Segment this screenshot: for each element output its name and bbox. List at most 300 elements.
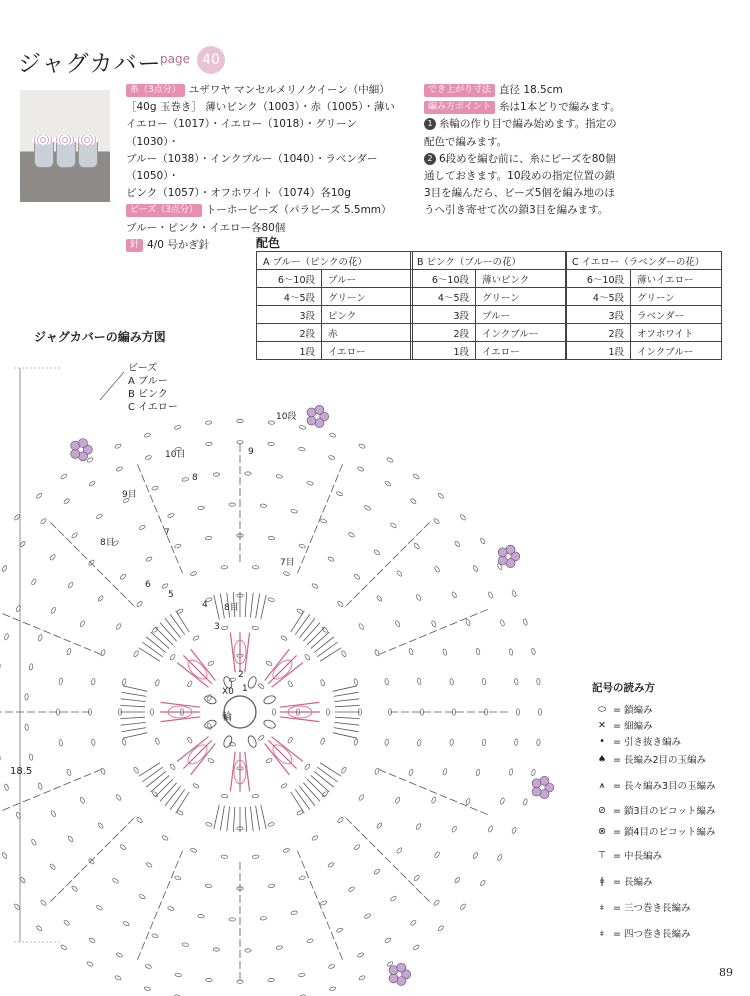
chain-stitch [63, 498, 70, 504]
chain-stitch [237, 980, 243, 983]
chain-stitch [252, 626, 259, 630]
step-line: 糸輪の作り目で編み始めます。指定の [439, 118, 617, 131]
chain-stitch [536, 739, 540, 746]
chain-stitch [386, 457, 393, 463]
round-label: 3 [214, 622, 220, 632]
chain-stitch [280, 783, 287, 789]
chain-stitch [245, 949, 251, 952]
chain-stitch [187, 737, 193, 744]
chain-stitch [40, 899, 47, 906]
chain-stitch [431, 620, 437, 627]
chain-stitch [472, 565, 478, 572]
puff-stitch [263, 694, 277, 705]
chain-stitch [207, 758, 214, 764]
chain-stitch [155, 738, 160, 745]
color-cell: オフホワイト [631, 324, 722, 342]
round-label: 4 [202, 600, 208, 610]
tall-stitch [346, 818, 431, 903]
chain-stitch [49, 863, 56, 870]
chain-stitch [415, 823, 421, 830]
round-label: 1 [242, 684, 248, 694]
flower-petal-stitch [280, 702, 320, 707]
chain-stitch [268, 536, 275, 540]
round-label: 10段 [276, 412, 297, 422]
chain-stitch [357, 952, 364, 958]
round-cell: 4〜5段 [566, 288, 631, 306]
picot-3-icon: ⊘ [598, 804, 606, 816]
chain-stitch [120, 574, 127, 581]
chain-stitch [145, 455, 152, 460]
step-number: 1 [424, 118, 436, 130]
chain-stitch [373, 549, 380, 556]
chain-stitch [167, 906, 174, 911]
shell-stitch [120, 705, 145, 706]
shell-stitch [311, 632, 330, 649]
table-header: A ブルー（ピンクの花） [257, 252, 413, 270]
chain-stitch [465, 619, 470, 626]
shell-stitch [227, 806, 230, 831]
chain-stitch [354, 739, 359, 746]
size-tag: でき上がり寸法 [424, 84, 495, 97]
chain-stitch [96, 905, 103, 911]
chain-stitch [276, 946, 283, 950]
shell-stitch [233, 807, 234, 832]
chain-stitch [415, 594, 421, 601]
bead [315, 405, 324, 414]
chain-stitch [337, 601, 344, 608]
chain-stitch [91, 739, 95, 746]
shell-stitch [139, 648, 160, 661]
legend-item [594, 752, 706, 766]
legend-label: = 細編み [613, 721, 653, 732]
chain-stitch [221, 565, 228, 569]
shell-stitch [142, 642, 162, 657]
chain-stitch [252, 794, 259, 798]
step-number: 2 [424, 153, 436, 165]
chain-stitch [299, 544, 306, 549]
tall-stitch [0, 609, 101, 655]
chain-stitch [207, 694, 213, 701]
chain-stitch [410, 920, 417, 926]
chain-stitch [514, 739, 518, 746]
chain-icon: ⬭ [597, 703, 607, 715]
legend-item [594, 734, 681, 748]
chain-stitch [434, 851, 440, 858]
shell-stitch [334, 728, 359, 732]
chain-stitch [450, 678, 454, 685]
chain-stitch [96, 513, 103, 519]
shell-stitch [299, 618, 315, 638]
yarn-tag: 糸（3点分） [126, 84, 185, 97]
chain-stitch [291, 910, 298, 915]
tall-stitch [379, 609, 490, 655]
chain-stitch [50, 607, 56, 614]
page-ref-label: page [160, 52, 190, 66]
chain-stitch [67, 835, 73, 842]
legend-item [594, 824, 715, 838]
needle-text: 4/0 号かぎ針 [147, 238, 210, 251]
chain-stitch [354, 574, 361, 581]
chain-stitch [136, 817, 143, 824]
tall-stitch [297, 463, 343, 574]
chain-stitch [272, 709, 275, 715]
points-tag: 編み方ポイント [424, 101, 495, 114]
shell-stitch [123, 686, 147, 692]
chain-stitch [268, 822, 275, 827]
shell-stitch [334, 692, 359, 696]
chain-stitch [167, 513, 174, 518]
round-cell: 3段 [566, 306, 631, 324]
chain-stitch [358, 443, 365, 449]
chain-stitch [258, 735, 265, 741]
chain-stitch [205, 421, 212, 425]
beads-line: ブルー・ピンク・イエロー各80個 [126, 221, 286, 234]
chain-stitch [190, 571, 197, 576]
chain-stitch [29, 663, 34, 670]
chain-stitch [291, 509, 298, 514]
chain-stitch [144, 986, 151, 991]
step-line: 通しておきます。10段めの指定位置の鎖 [424, 170, 616, 183]
chain-stitch [476, 648, 481, 655]
chain-stitch [327, 862, 334, 868]
chain-stitch [206, 978, 213, 982]
round-label: 10目 [165, 450, 186, 460]
chain-stitch [299, 875, 306, 880]
shell-stitch [303, 623, 320, 642]
chain-stitch [327, 556, 334, 562]
chain-stitch [221, 626, 228, 630]
chain-stitch [71, 532, 78, 539]
shell-stitch [121, 722, 146, 725]
chain-stitch [63, 920, 70, 926]
shell-stitch [214, 805, 220, 829]
flower-petal-stitch [161, 702, 201, 707]
bead [498, 556, 507, 565]
chain-stitch [480, 537, 486, 544]
round-label: X0 [222, 687, 234, 697]
chain-stitch [337, 817, 344, 824]
step-line: 6段めを編む前に、糸にビーズを80個 [439, 152, 616, 165]
shell-stitch [291, 792, 304, 813]
shell-stitch [250, 806, 253, 831]
chain-stitch [190, 848, 197, 853]
chain-stitch [451, 826, 457, 833]
chain-stitch [221, 855, 228, 859]
chain-stitch [114, 975, 121, 981]
chain-stitch [320, 738, 325, 745]
shell-stitch [307, 779, 325, 797]
chain-stitch [434, 566, 440, 573]
beads-c: C イエロー [128, 402, 178, 413]
chain-stitch [161, 583, 168, 589]
chain-stitch [413, 543, 420, 550]
chain-stitch [213, 473, 220, 477]
chain-stitch [60, 473, 67, 479]
shell-stitch [123, 733, 147, 739]
chain-stitch [509, 769, 514, 776]
shell-stitch [295, 789, 310, 809]
chain-stitch [161, 835, 168, 841]
chain-stitch [437, 925, 444, 932]
chain-stitch [40, 518, 47, 525]
shell-stitch [245, 807, 246, 832]
chain-stitch [198, 506, 205, 510]
chain-stitch [0, 754, 1, 761]
chain-stitch [413, 473, 420, 479]
chain-stitch [311, 583, 318, 589]
legend-label: = 三つ巻き長編み [613, 903, 691, 914]
chain-stitch [100, 649, 106, 656]
chain-stitch [497, 854, 503, 861]
round-cell: 1段 [566, 342, 631, 360]
chain-stitch [115, 623, 121, 630]
puff-stitch [263, 719, 277, 730]
chain-stitch [19, 540, 25, 547]
chain-stitch [408, 648, 413, 655]
shell-stitch [295, 614, 310, 634]
chain-stitch [341, 767, 347, 774]
puff-2-icon: ♠ [597, 753, 607, 765]
legend-label: = 鎖4目のピコット編み [613, 827, 716, 838]
chain-stitch [417, 739, 421, 746]
shell-stitch [317, 767, 337, 782]
shell-stitch [250, 593, 253, 618]
shell-stitch [333, 686, 357, 692]
color-cell: グリーン [631, 288, 722, 306]
chain-stitch [390, 522, 397, 528]
chain-stitch [14, 903, 21, 910]
needle-tag: 針 [126, 239, 143, 252]
chain-stitch [37, 634, 42, 641]
chain-stitch [198, 914, 205, 918]
tall-stitch [137, 851, 183, 962]
tall-stitch [297, 851, 343, 962]
chain-stitch [465, 798, 470, 805]
chain-stitch [155, 679, 160, 686]
diagram-title: ジャグカバーの編み方図 [34, 330, 166, 344]
table-header: C イエロー（ラベンダーの花） [566, 252, 722, 270]
chain-stitch [384, 739, 388, 746]
chain-stitch [29, 754, 34, 761]
shell-stitch [151, 632, 170, 649]
yarn-line: ピンク（1057）・オフホワイト（1074）各10g [126, 187, 351, 200]
legend-label: = 長々編み3目の玉編み [613, 781, 716, 792]
page-number: 89 [719, 966, 733, 979]
chain-stitch [336, 927, 343, 933]
chain-stitch [19, 877, 25, 884]
yarn-line: ［40g 玉巻き］ 薄いピンク（1003）・赤（1005）・薄い [126, 101, 395, 114]
chain-stitch [348, 886, 355, 892]
bead [389, 974, 398, 983]
round-cell: 2段 [566, 324, 631, 342]
round-label: 9 [248, 447, 254, 457]
round-cell: 2段 [411, 324, 476, 342]
chain-stitch [115, 794, 121, 801]
shell-stitch [142, 767, 162, 782]
flower-petal-stitch [230, 633, 235, 673]
chain-stitch [500, 798, 505, 805]
chain-stitch [66, 648, 71, 655]
flower-petal-stitch [245, 633, 250, 673]
color-cell: 薄いピンク [476, 270, 567, 288]
chain-stitch [320, 518, 327, 523]
tall-stitch [49, 521, 134, 606]
chain-stitch [516, 709, 519, 715]
shell-stitch [214, 595, 220, 619]
chain-stitch [396, 570, 403, 577]
round-label: 9目 [122, 490, 137, 500]
round-cell: 3段 [411, 306, 476, 324]
chain-stitch [71, 885, 78, 892]
shell-stitch [165, 618, 181, 638]
chain-stitch [531, 769, 535, 776]
shell-stitch [122, 692, 147, 696]
color-cell: ラベンダー [631, 306, 722, 324]
chain-stitch [364, 913, 371, 919]
chain-stitch [538, 709, 541, 715]
shell-stitch [320, 763, 341, 776]
chain-stitch [37, 783, 42, 790]
chain-stitch [265, 660, 272, 666]
chain-stitch [500, 619, 505, 626]
chain-stitch [408, 769, 413, 776]
color-cell: インクブルー [631, 342, 722, 360]
chain-stitch [205, 536, 212, 540]
chain-stitch [91, 678, 95, 685]
color-cell: イエロー [322, 342, 413, 360]
beads-b: B ピンク [128, 389, 168, 400]
chain-stitch [442, 649, 447, 656]
size-dimension-label: 18.5 [10, 766, 33, 777]
color-cell: 薄いイエロー [631, 270, 722, 288]
chain-stitch [268, 884, 275, 888]
picot-4-icon: ⊗ [598, 825, 606, 837]
flower-petal-stitch [183, 740, 211, 768]
chain-stitch [536, 678, 540, 685]
chain-stitch [14, 514, 21, 521]
chain-stitch [354, 678, 359, 685]
chain-stitch [123, 921, 130, 927]
shell-stitch [261, 805, 267, 829]
chain-stitch [488, 591, 494, 598]
chain-stitch [150, 709, 153, 715]
shell-stitch [303, 783, 320, 802]
chain-stitch [192, 783, 199, 789]
chain-stitch [182, 477, 189, 482]
legend-item [594, 803, 715, 817]
shell-stitch [333, 733, 357, 739]
chain-stitch [151, 485, 158, 490]
chain-stitch [395, 797, 401, 804]
chain-stitch [329, 986, 336, 991]
tall-stitch [346, 521, 431, 606]
chain-stitch [395, 620, 401, 627]
chain-stitch [523, 619, 528, 626]
chain-stitch [509, 649, 514, 656]
chain-stitch [89, 481, 96, 487]
chain-stitch [374, 768, 380, 775]
chain-stitch [100, 768, 106, 775]
yarn-line: イエロー（1017）・イエロー（1018）・グリーン（1030）・ [126, 118, 357, 148]
chain-stitch [298, 447, 305, 452]
page-ref-number: 40 [197, 46, 225, 74]
chain-stitch [326, 709, 329, 715]
chain-stitch [304, 654, 311, 661]
chain-stitch [229, 918, 236, 921]
round-label: 7目 [280, 558, 295, 568]
shell-stitch [311, 775, 330, 792]
chain-stitch [376, 822, 383, 829]
round-cell: 6〜10段 [566, 270, 631, 288]
round-label: 8 [192, 473, 198, 483]
chain-stitch [265, 758, 272, 764]
chain-stitch [480, 879, 486, 886]
chain-stitch [306, 938, 313, 943]
chain-stitch [122, 678, 127, 685]
shell-stitch [256, 806, 260, 831]
legend-item [594, 718, 652, 732]
chain-stitch [145, 862, 152, 868]
chain-stitch [237, 441, 243, 444]
quad-treble-icon: ⧧ [599, 927, 605, 939]
chain-stitch [450, 739, 454, 746]
color-cell: グリーン [322, 288, 413, 306]
puff-stitch [222, 735, 233, 749]
chain-stitch [192, 635, 199, 641]
color-cell: 赤 [322, 324, 413, 342]
shell-stitch [155, 627, 173, 645]
color-tables-title: 配色 [256, 236, 281, 250]
shell-stitch [176, 792, 189, 813]
chain-stitch [260, 916, 267, 920]
chain-stitch [31, 839, 37, 846]
chain-stitch [390, 895, 397, 901]
chain-stitch [229, 503, 236, 506]
shell-stitch [160, 623, 177, 642]
chain-stitch [531, 648, 535, 655]
tall-stitch [379, 769, 490, 815]
chain-stitch [182, 942, 189, 947]
chain-stitch [36, 925, 43, 932]
diagram-stitches [0, 405, 554, 996]
half-double-icon: ⊤ [597, 849, 607, 861]
double-crochet-icon: ǂ [599, 875, 605, 887]
shell-stitch [146, 637, 166, 653]
chain-stitch [437, 492, 444, 499]
chain-stitch [523, 798, 528, 805]
chain-stitch [59, 739, 63, 746]
chain-stitch [328, 455, 335, 460]
round-cell: 6〜10段 [411, 270, 476, 288]
chain-stitch [328, 964, 335, 969]
chain-stitch [341, 650, 347, 657]
color-cell: イエロー [476, 342, 567, 360]
flower-petal-stitch [268, 655, 296, 683]
chain-stitch [174, 875, 181, 880]
flower-petal-stitch [230, 752, 235, 792]
chain-stitch [36, 492, 43, 499]
chain-stitch [145, 556, 152, 562]
shell-stitch [170, 789, 185, 809]
chain-stitch [0, 663, 1, 670]
round-cell: 3段 [257, 306, 322, 324]
chain-stitch [287, 737, 293, 744]
chain-stitch [88, 858, 95, 865]
color-cell: グリーン [476, 288, 567, 306]
chain-stitch [221, 794, 228, 798]
shell-stitch [165, 786, 181, 806]
chain-stitch [298, 973, 305, 978]
